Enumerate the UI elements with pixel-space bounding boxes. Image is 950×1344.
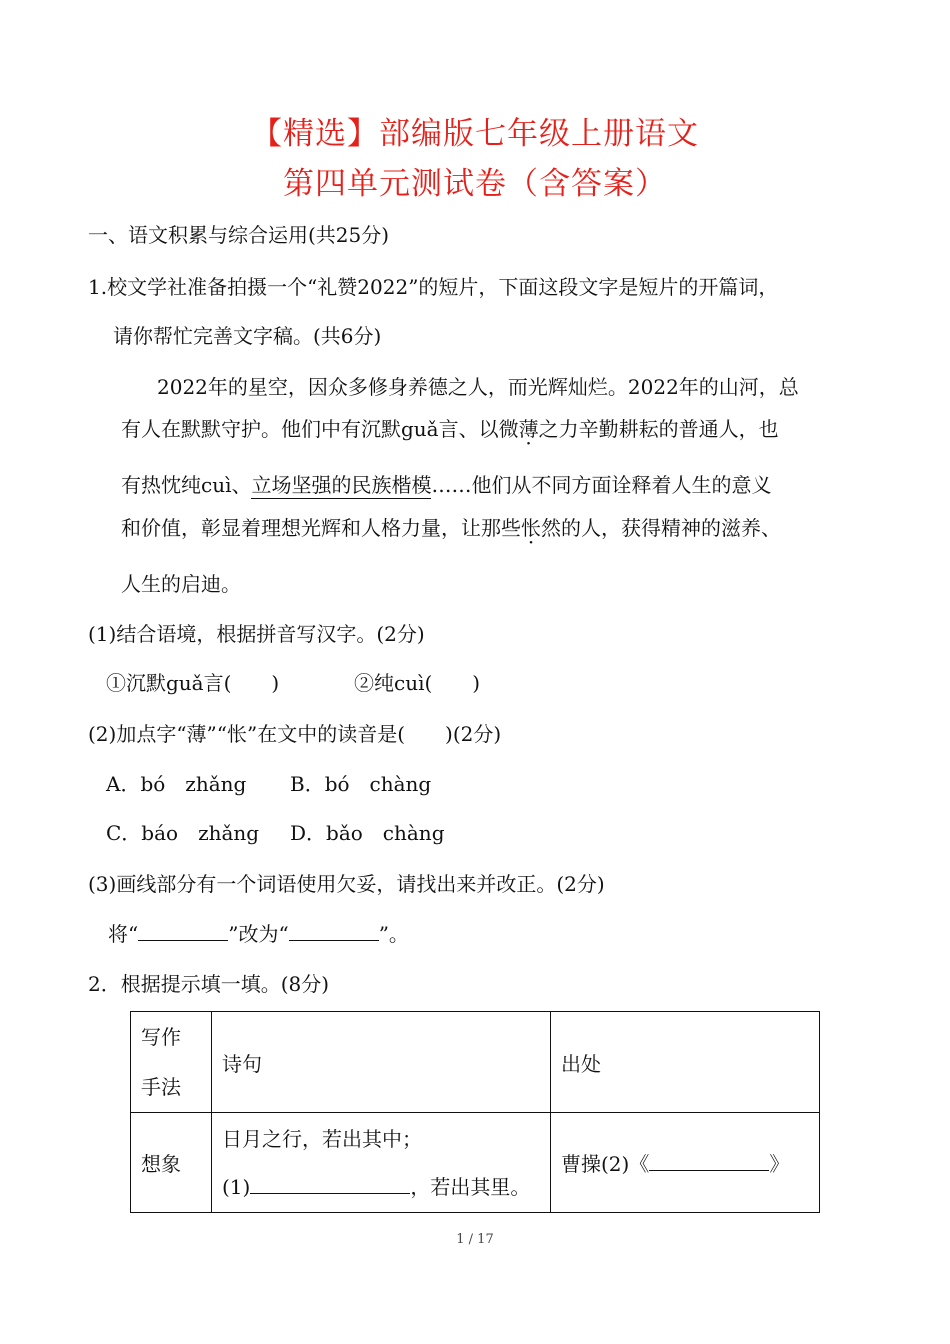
sub1-item-a: ①沉默guǎ言( ) — [106, 671, 280, 695]
blank-number-1: (1) — [222, 1174, 251, 1199]
option-c: C．báo zhǎng — [106, 821, 260, 845]
header-technique-l2: 手法 — [141, 1075, 181, 1099]
verse-line-2 — [222, 1163, 540, 1211]
dotted-char-chang: 怅 — [521, 516, 541, 540]
title-line-2: 第四单元测试卷（含答案） — [283, 166, 667, 202]
passage-line-4 — [121, 514, 781, 542]
passage-text: ……他们从不同方面诠释着人生的意义 — [431, 473, 772, 497]
answer-blank-1[interactable] — [138, 922, 228, 941]
verse-blank[interactable] — [250, 1175, 410, 1194]
underlined-phrase: 立场坚强的民族楷模 — [251, 473, 432, 497]
dotted-char-bo: 薄 — [518, 417, 539, 441]
passage-line-1: 2022年的星空，因众多修身养德之人，而光辉灿烂。2022年的山河，总 — [157, 375, 799, 399]
option-b: B．bó chàng — [290, 772, 432, 796]
passage-line-5: 人生的启迪。 — [121, 572, 241, 596]
passage-line-3 — [121, 471, 771, 499]
source-text: 曹操(2)《 — [561, 1152, 650, 1176]
passage-text: 然的人，获得精神的滋养、 — [541, 516, 781, 540]
sub3-text: ”改为“ — [228, 922, 289, 946]
section-heading: 一、语文积累与综合运用(共25分) — [88, 223, 390, 247]
passage-text: 和价值，彰显着理想光辉和人格力量，让那些 — [121, 516, 521, 540]
header-technique — [131, 1012, 212, 1113]
passage-text: 有热忱纯cuì、 — [121, 473, 252, 497]
sub3-text: ”。 — [378, 922, 409, 946]
title-line-1: 【精选】部编版七年级上册语文 — [251, 116, 699, 152]
header-technique-l1: 写作 — [141, 1025, 181, 1049]
option-a: A．bó zhǎng — [106, 772, 247, 796]
sub-question-3: (3)画线部分有一个词语使用欠妥，请找出来并改正。(2分) — [88, 872, 605, 896]
sub-question-2: (2)加点字“薄”“怅”在文中的读音是( )(2分) — [88, 722, 502, 746]
header-source: 出处 — [551, 1012, 820, 1113]
fill-in-table — [130, 1011, 820, 1213]
q1-stem-line1: 1.校文学社准备拍摄一个“礼赞2022”的短片，下面这段文字是短片的开篇词， — [88, 275, 779, 299]
source-close: 》 — [769, 1152, 790, 1176]
cell-verse — [212, 1113, 551, 1213]
cell-technique: 想象 — [131, 1113, 212, 1213]
option-d: D．bǎo chàng — [290, 821, 445, 845]
passage-text: 有人在默默守护。他们中有沉默guǎ言、以微 — [121, 417, 519, 441]
sub3-answer-line — [108, 920, 409, 948]
header-verse: 诗句 — [212, 1012, 551, 1113]
source-blank[interactable] — [649, 1152, 769, 1171]
verse-text: ，若出其里。 — [410, 1174, 531, 1199]
sub3-text: 将“ — [108, 922, 139, 946]
sub-question-1: (1)结合语境，根据拼音写汉字。(2分) — [88, 622, 425, 646]
q2-stem: 2．根据提示填一填。(8分) — [88, 972, 330, 996]
q1-stem-line2: 请你帮忙完善文字稿。(共6分) — [113, 324, 382, 348]
answer-blank-2[interactable] — [289, 922, 379, 941]
page-number: 1 / 17 — [456, 1232, 494, 1247]
cell-source — [551, 1113, 820, 1213]
sub1-item-b: ②纯cuì( ) — [354, 671, 481, 695]
passage-line-2 — [121, 415, 779, 443]
passage-text: 之力辛勤耕耘的普通人，也 — [538, 417, 779, 441]
verse-line-1: 日月之行，若出其中； — [222, 1126, 422, 1151]
